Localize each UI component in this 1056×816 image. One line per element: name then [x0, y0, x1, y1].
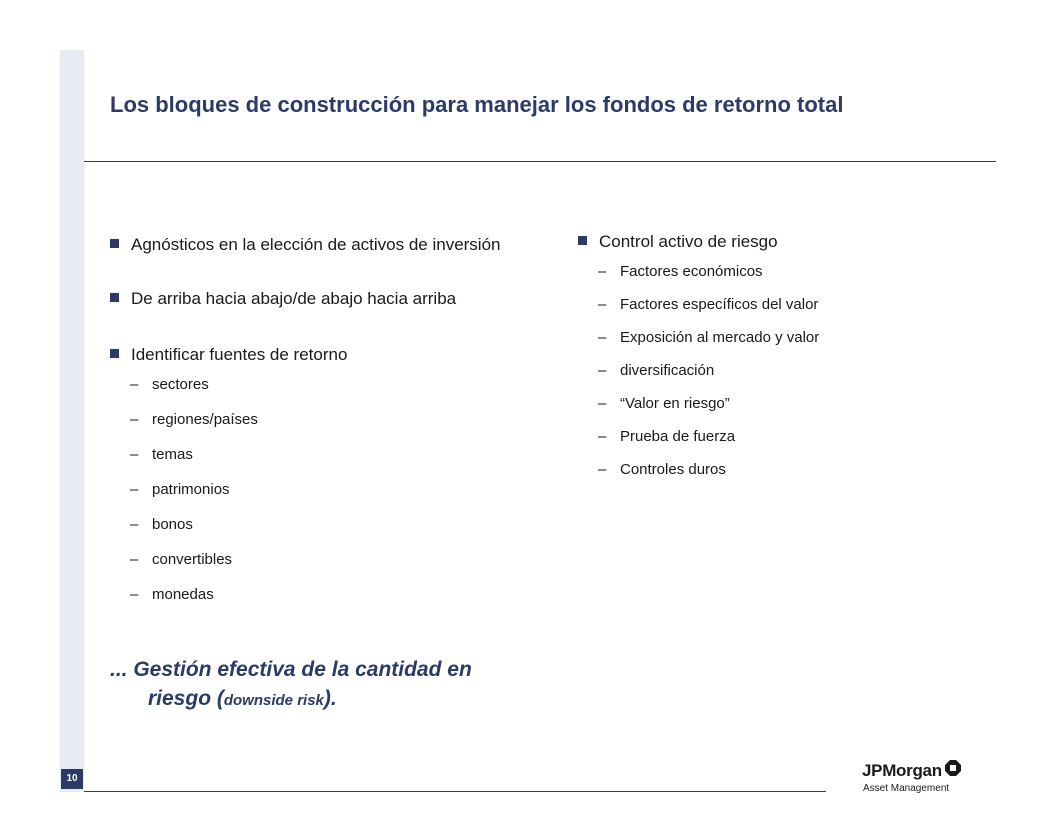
bullet-item	[110, 343, 555, 366]
square-bullet-icon	[110, 293, 119, 302]
list-item-text: Factores económicos	[620, 263, 763, 280]
list-item	[598, 328, 978, 348]
list-item-text: Factores específicos del valor	[620, 296, 819, 313]
list-item-text: “Valor en riesgo”	[620, 395, 730, 412]
bullet-item	[578, 230, 978, 253]
list-item	[598, 262, 978, 282]
square-bullet-icon	[110, 239, 119, 248]
dash-bullet: –	[598, 263, 607, 280]
list-item	[130, 585, 555, 605]
dash-bullet: –	[130, 551, 139, 568]
list-item	[598, 427, 978, 447]
dash-bullet: –	[598, 296, 607, 313]
logo-subtitle: Asset Management	[863, 783, 950, 794]
list-item-text: Prueba de fuerza	[620, 428, 736, 445]
conclusion-line-2-end: ).	[323, 687, 337, 710]
logo-name: JPMorgan	[862, 760, 942, 780]
list-item	[598, 460, 978, 480]
list-item-text: temas	[152, 446, 193, 463]
right-column	[578, 230, 978, 480]
dash-bullet: –	[130, 516, 139, 533]
conclusion-text	[110, 655, 550, 715]
list-item-text: Controles duros	[620, 461, 726, 478]
conclusion-line-2	[110, 684, 550, 715]
list-item	[130, 375, 555, 395]
dash-bullet: –	[130, 411, 139, 428]
dash-bullet: –	[130, 376, 139, 393]
list-item-text: diversificación	[620, 362, 715, 379]
slide-title: Los bloques de construcción para manejar los fondos de retorno total	[110, 92, 844, 117]
dash-bullet: –	[598, 395, 607, 412]
list-item	[130, 480, 555, 500]
list-item	[130, 445, 555, 465]
left-column	[110, 233, 555, 605]
bullet-text: Control activo de riesgo	[599, 232, 778, 251]
list-item-text: sectores	[152, 376, 209, 393]
list-item	[130, 550, 555, 570]
square-bullet-icon	[578, 236, 587, 245]
octagon-logo-icon	[945, 760, 961, 781]
dash-bullet: –	[598, 329, 607, 346]
list-item-text: bonos	[152, 516, 193, 533]
bullet-item	[110, 287, 555, 310]
list-item-text: Exposición al mercado y valor	[620, 329, 820, 346]
side-accent-bar	[60, 50, 84, 792]
page-number: 10	[61, 769, 83, 789]
dash-bullet: –	[598, 461, 607, 478]
title-divider	[84, 161, 996, 162]
bullet-item	[110, 233, 555, 256]
list-item-text: convertibles	[152, 551, 233, 568]
dash-bullet: –	[598, 428, 607, 445]
list-item	[130, 410, 555, 430]
list-item	[130, 515, 555, 535]
square-bullet-icon	[110, 349, 119, 358]
list-item-text: patrimonios	[152, 481, 230, 498]
dash-bullet: –	[598, 362, 607, 379]
list-item	[598, 361, 978, 381]
bullet-text: De arriba hacia abajo/de abajo hacia arriba	[131, 289, 457, 308]
list-item	[598, 394, 978, 414]
conclusion-line-1: ... Gestión efectiva de la cantidad en	[110, 658, 472, 681]
footer-divider	[84, 791, 826, 792]
bullet-text: Identificar fuentes de retorno	[131, 345, 348, 364]
list-item	[598, 295, 978, 315]
dash-bullet: –	[130, 481, 139, 498]
dash-bullet: –	[130, 446, 139, 463]
list-item-text: monedas	[152, 586, 214, 603]
list-item-text: regiones/países	[152, 411, 258, 428]
downside-risk-term: downside risk	[223, 692, 324, 709]
dash-bullet: –	[130, 586, 139, 603]
jpmorgan-logo	[862, 760, 1002, 794]
conclusion-line-2-start: riesgo (	[148, 687, 224, 710]
bullet-text: Agnósticos en la elección de activos de inversión	[131, 235, 501, 254]
